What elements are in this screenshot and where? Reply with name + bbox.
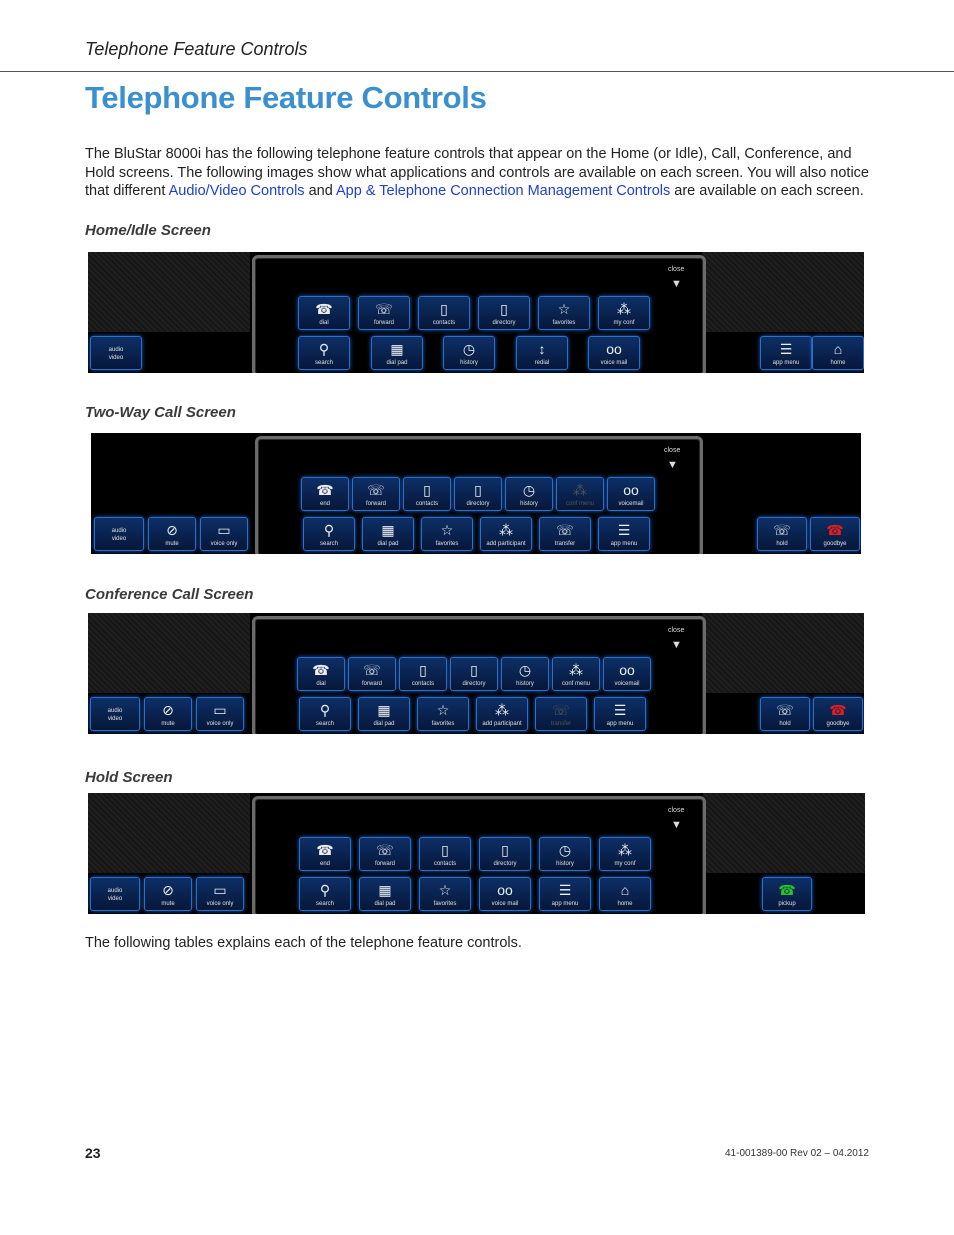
home-icon: ⌂ (833, 341, 843, 357)
forward-button[interactable]: ☏ forward (359, 837, 411, 871)
forward-button[interactable]: ☏ forward (352, 477, 400, 511)
favorites-button[interactable]: ☆ favorites (419, 877, 471, 911)
search-button[interactable]: ⚲ search (298, 336, 350, 370)
header-divider (0, 71, 954, 72)
home-button[interactable]: ⌂ home (812, 336, 864, 370)
mute-button[interactable]: ⊘ mute (148, 517, 196, 551)
add-group-icon: ⁂ (495, 702, 509, 718)
close-arrow-icon[interactable]: ▼ (671, 278, 682, 290)
mute-button[interactable]: ⊘ mute (144, 877, 192, 911)
close-label[interactable]: close (664, 447, 681, 454)
add-participant-button[interactable]: ⁂ add participant (480, 517, 532, 551)
call-screen-heading: Two-Way Call Screen (85, 404, 236, 421)
favorites-button[interactable]: ☆ favorites (538, 296, 590, 330)
close-label[interactable]: close (668, 627, 685, 634)
forward-icon: ☏ (375, 301, 393, 317)
voicemail-icon: oo (497, 882, 513, 898)
book-icon: ▯ (423, 482, 431, 498)
phone-icon: ☎ (316, 482, 334, 498)
search-button[interactable]: ⚲ search (299, 697, 351, 731)
conference-screen-image (88, 613, 864, 734)
pickup-icon: ☎ (778, 882, 796, 898)
end-button[interactable]: ☎ end (299, 837, 351, 871)
end-button[interactable]: ☎ end (301, 477, 349, 511)
menu-icon: ☰ (617, 522, 631, 538)
contacts-button[interactable]: ▯ contacts (403, 477, 451, 511)
book-icon: ▯ (470, 662, 478, 678)
voicemail-icon: oo (623, 482, 639, 498)
book-icon: ▯ (419, 662, 427, 678)
transfer-button[interactable]: ☏ transfer (539, 517, 591, 551)
contacts-button[interactable]: ▯ contacts (399, 657, 447, 691)
history-button[interactable]: ◷ history (539, 837, 591, 871)
close-arrow-icon[interactable]: ▼ (671, 639, 682, 651)
keypad-icon: ▦ (381, 522, 395, 538)
home-button[interactable]: ⌂ home (599, 877, 651, 911)
group-icon: ⁂ (618, 842, 632, 858)
book-icon: ▯ (474, 482, 482, 498)
voicemail-icon: oo (606, 341, 622, 357)
page-title: Telephone Feature Controls (85, 80, 487, 115)
menu-icon: ☰ (779, 341, 793, 357)
close-label[interactable]: close (668, 266, 685, 273)
dial-pad-button[interactable]: ▦ dial pad (371, 336, 423, 370)
search-button[interactable]: ⚲ search (303, 517, 355, 551)
dial-pad-button[interactable]: ▦ dial pad (359, 877, 411, 911)
mute-icon: ⊘ (162, 882, 174, 898)
clock-icon: ◷ (462, 341, 476, 357)
app-menu-button[interactable]: ☰ app menu (760, 336, 812, 370)
camera-off-icon: ▭ (213, 702, 227, 718)
audio-video-button[interactable]: audio video (90, 336, 142, 370)
app-telephone-controls-link[interactable]: App & Telephone Connection Management Controls (336, 183, 671, 199)
app-menu-button[interactable]: ☰ app menu (598, 517, 650, 551)
running-header: Telephone Feature Controls (85, 39, 308, 59)
hold-button[interactable]: ☏ hold (757, 517, 807, 551)
transfer-icon: ☏ (556, 522, 574, 538)
book-icon: ▯ (500, 301, 508, 317)
history-button[interactable]: ◷ history (505, 477, 553, 511)
hold-button[interactable]: ☏ hold (760, 697, 810, 731)
forward-icon: ☏ (376, 842, 394, 858)
conference-screen-heading: Conference Call Screen (85, 586, 254, 603)
my-conf-button[interactable]: ⁂ my conf (598, 296, 650, 330)
call-screen-image (91, 433, 861, 554)
favorites-button[interactable]: ☆ favorites (421, 517, 473, 551)
phone-icon: ☎ (315, 301, 333, 317)
mute-icon: ⊘ (162, 702, 174, 718)
voice-only-button[interactable]: ▭ voice only (196, 697, 244, 731)
hang-up-icon: ☎ (829, 702, 847, 718)
search-icon: ⚲ (319, 882, 331, 898)
mute-icon: ⊘ (166, 522, 178, 538)
directory-button[interactable]: ▯ directory (454, 477, 502, 511)
search-button[interactable]: ⚲ search (299, 877, 351, 911)
book-icon: ▯ (441, 842, 449, 858)
contacts-button[interactable]: ▯ contacts (419, 837, 471, 871)
clock-icon: ◷ (522, 482, 536, 498)
mute-button[interactable]: ⊘ mute (144, 697, 192, 731)
voice-mail-button[interactable]: oo voice mail (588, 336, 640, 370)
hold-icon: ☏ (773, 522, 791, 538)
clock-icon: ◷ (558, 842, 572, 858)
transfer-button[interactable]: ☏ transfer (535, 697, 587, 731)
dial-pad-button[interactable]: ▦ dial pad (362, 517, 414, 551)
closing-paragraph: The following tables explains each of the telephone feature controls. (85, 935, 522, 951)
forward-button[interactable]: ☏ forward (358, 296, 410, 330)
forward-icon: ☏ (363, 662, 381, 678)
star-icon: ☆ (440, 522, 454, 538)
home-icon: ⌂ (620, 882, 630, 898)
contacts-button[interactable]: ▯ contacts (418, 296, 470, 330)
my-conf-button[interactable]: ⁂ my conf (599, 837, 651, 871)
app-menu-button[interactable]: ☰ app menu (539, 877, 591, 911)
document-reference: 41-001389-00 Rev 02 – 04.2012 (724, 1148, 869, 1159)
voice-only-button[interactable]: ▭ voice only (196, 877, 244, 911)
keypad-icon: ▦ (377, 702, 391, 718)
goodbye-button[interactable]: ☎ goodbye (810, 517, 860, 551)
hold-screen-image (88, 793, 865, 914)
conf-menu-button[interactable]: ⁂ conf menu (552, 657, 600, 691)
search-icon: ⚲ (318, 341, 330, 357)
directory-button[interactable]: ▯ directory (479, 837, 531, 871)
dial-pad-button[interactable]: ▦ dial pad (358, 697, 410, 731)
transfer-icon: ☏ (552, 702, 570, 718)
star-icon: ☆ (438, 882, 452, 898)
home-screen-image (88, 252, 864, 373)
redial-button[interactable]: ↕ redial (516, 336, 568, 370)
audio-video-button[interactable]: audio video (94, 517, 144, 551)
redial-icon: ↕ (538, 341, 546, 357)
phone-icon: ☎ (312, 662, 330, 678)
goodbye-button[interactable]: ☎ goodbye (813, 697, 863, 731)
search-icon: ⚲ (323, 522, 335, 538)
group-icon: ⁂ (617, 301, 631, 317)
dial-button[interactable]: ☎ dial (297, 657, 345, 691)
close-arrow-icon[interactable]: ▼ (671, 819, 682, 831)
add-group-icon: ⁂ (499, 522, 513, 538)
clock-icon: ◷ (518, 662, 532, 678)
hang-up-icon: ☎ (826, 522, 844, 538)
favorites-button[interactable]: ☆ favorites (417, 697, 469, 731)
menu-icon: ☰ (558, 882, 572, 898)
book-icon: ▯ (440, 301, 448, 317)
audio-video-controls-link[interactable]: Audio/Video Controls (168, 183, 305, 199)
search-icon: ⚲ (319, 702, 331, 718)
audio-video-button[interactable]: audio video (90, 697, 140, 731)
camera-off-icon: ▭ (213, 882, 227, 898)
menu-icon: ☰ (613, 702, 627, 718)
close-label[interactable]: close (668, 807, 685, 814)
history-button[interactable]: ◷ history (443, 336, 495, 370)
app-menu-button[interactable]: ☰ app menu (594, 697, 646, 731)
intro-paragraph (85, 145, 885, 201)
star-icon: ☆ (557, 301, 571, 317)
voicemail-button[interactable]: oo voicemail (603, 657, 651, 691)
intro-text-2: and (304, 183, 336, 199)
voicemail-icon: oo (619, 662, 635, 678)
dial-button[interactable]: ☎ dial (298, 296, 350, 330)
forward-button[interactable]: ☏ forward (348, 657, 396, 691)
intro-text-3: are available on each screen. (670, 183, 864, 199)
audio-video-button[interactable]: audio video (90, 877, 140, 911)
history-button[interactable]: ◷ history (501, 657, 549, 691)
keypad-icon: ▦ (378, 882, 392, 898)
close-arrow-icon[interactable]: ▼ (667, 459, 678, 471)
directory-button[interactable]: ▯ directory (478, 296, 530, 330)
voice-only-button[interactable]: ▭ voice only (200, 517, 248, 551)
page-number: 23 (85, 1145, 101, 1161)
voicemail-button[interactable]: oo voicemail (607, 477, 655, 511)
conf-menu-button[interactable]: ⁂ conf menu (556, 477, 604, 511)
home-screen-heading: Home/Idle Screen (85, 222, 211, 239)
pickup-button[interactable]: ☎ pickup (762, 877, 812, 911)
camera-off-icon: ▭ (217, 522, 231, 538)
intro-text-1: The BluStar 8000i has the following telephone feature controls that appear on the Home (or Idle), Call, Conference, and Hold screens. The following images show what applications and controls are available on each screen. You will also notice that different (85, 146, 869, 199)
hold-icon: ☏ (776, 702, 794, 718)
voice-mail-button[interactable]: oo voice mail (479, 877, 531, 911)
keypad-icon: ▦ (390, 341, 404, 357)
hold-screen-heading: Hold Screen (85, 769, 173, 786)
phone-icon: ☎ (316, 842, 334, 858)
star-icon: ☆ (436, 702, 450, 718)
group-icon: ⁂ (573, 482, 587, 498)
directory-button[interactable]: ▯ directory (450, 657, 498, 691)
forward-icon: ☏ (367, 482, 385, 498)
add-participant-button[interactable]: ⁂ add participant (476, 697, 528, 731)
group-icon: ⁂ (569, 662, 583, 678)
book-icon: ▯ (501, 842, 509, 858)
